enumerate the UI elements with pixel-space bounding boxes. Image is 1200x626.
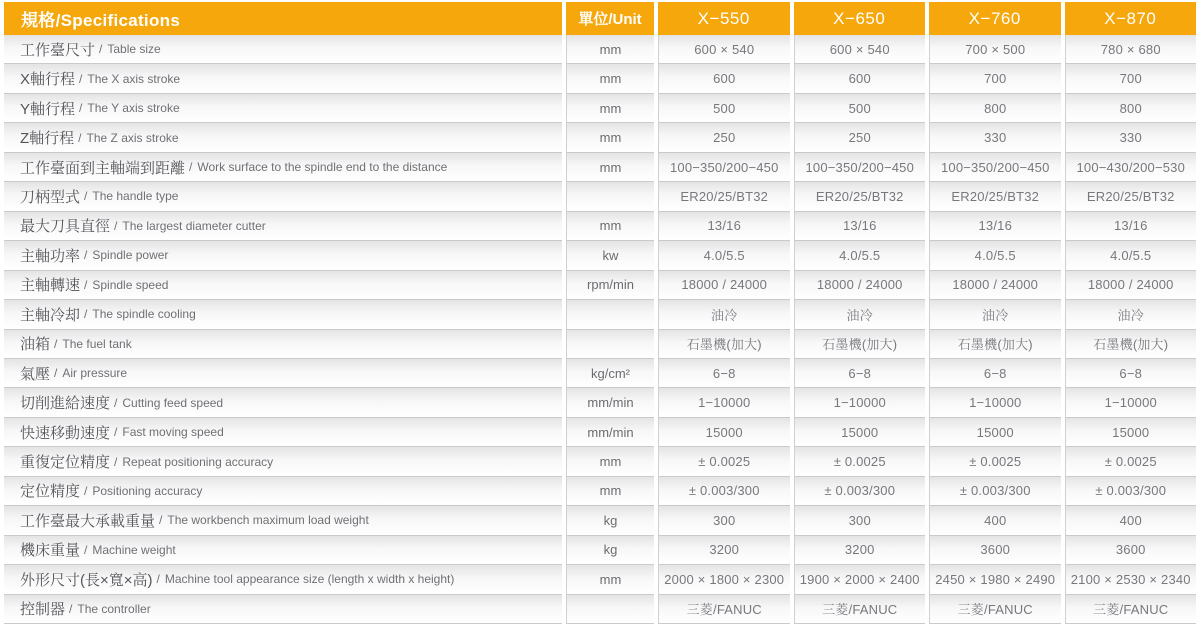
spec-name-zh: 主軸轉速 bbox=[20, 277, 81, 295]
value-cell-x870: 800 bbox=[1065, 94, 1197, 123]
spec-name-en: The largest diameter cutter bbox=[122, 218, 266, 233]
spec-name-cell bbox=[4, 418, 562, 447]
unit-cell bbox=[566, 595, 654, 624]
spec-name-cell bbox=[4, 35, 562, 64]
spec-name-cell bbox=[4, 388, 562, 417]
value-cell-x650: 300 bbox=[794, 506, 926, 535]
spec-name-en: The workbench maximum load weight bbox=[167, 513, 369, 528]
value-cell-x550: 250 bbox=[658, 123, 790, 152]
spec-name-en: Fast moving speed bbox=[122, 425, 224, 440]
spec-name-separator: / bbox=[189, 160, 193, 175]
spec-name-separator: / bbox=[69, 601, 73, 616]
value-cell-x760: ± 0.003/300 bbox=[929, 477, 1061, 506]
value-cell-x870: 13/16 bbox=[1065, 212, 1197, 241]
spec-name-separator: / bbox=[99, 42, 103, 57]
spec-name-zh: Y軸行程 bbox=[20, 100, 76, 118]
spec-name-cell bbox=[4, 94, 562, 123]
spec-name-en: The controller bbox=[77, 601, 151, 616]
value-cell-x650: 1900 × 2000 × 2400 bbox=[794, 565, 926, 594]
value-cell-x650: ± 0.003/300 bbox=[794, 477, 926, 506]
value-cell-x760: 1−10000 bbox=[929, 388, 1061, 417]
spec-name-en: The fuel tank bbox=[62, 336, 132, 351]
value-cell-x760: 3600 bbox=[929, 536, 1061, 565]
unit-cell bbox=[566, 182, 654, 211]
unit-cell: mm bbox=[566, 64, 654, 93]
value-cell-x870: 18000 / 24000 bbox=[1065, 271, 1197, 300]
value-cell-x870: ER20/25/BT32 bbox=[1065, 182, 1197, 211]
value-cell-x870: 2100 × 2530 × 2340 bbox=[1065, 565, 1197, 594]
value-cell-x650: 13/16 bbox=[794, 212, 926, 241]
value-cell-x870: 330 bbox=[1065, 123, 1197, 152]
spec-name-en: Work surface to the spindle end to the distance bbox=[197, 160, 448, 175]
value-cell-x550: 300 bbox=[658, 506, 790, 535]
spec-name-zh: 工作臺最大承載重量 bbox=[20, 512, 156, 530]
value-cell-x870: 三菱/FANUC bbox=[1065, 595, 1197, 624]
spec-name-cell bbox=[4, 182, 562, 211]
value-cell-x650: 100−350/200−450 bbox=[794, 153, 926, 182]
value-cell-x650: 15000 bbox=[794, 418, 926, 447]
spec-name-separator: / bbox=[114, 395, 118, 410]
spec-name-zh: 切削進給速度 bbox=[20, 395, 111, 413]
unit-cell bbox=[566, 330, 654, 359]
value-cell-x550: 三菱/FANUC bbox=[658, 595, 790, 624]
header-model-x550: X−550 bbox=[658, 2, 790, 35]
unit-cell: mm bbox=[566, 123, 654, 152]
value-cell-x650: ER20/25/BT32 bbox=[794, 182, 926, 211]
value-cell-x650: 油冷 bbox=[794, 300, 926, 329]
spec-name-cell bbox=[4, 300, 562, 329]
value-cell-x550: 500 bbox=[658, 94, 790, 123]
value-cell-x760: 700 × 500 bbox=[929, 35, 1061, 64]
spec-name-cell bbox=[4, 123, 562, 152]
value-cell-x650: 3200 bbox=[794, 536, 926, 565]
header-model-x650: X−650 bbox=[794, 2, 926, 35]
unit-cell: rpm/min bbox=[566, 271, 654, 300]
value-cell-x550: 3200 bbox=[658, 536, 790, 565]
value-cell-x550: 4.0/5.5 bbox=[658, 241, 790, 270]
value-cell-x650: 250 bbox=[794, 123, 926, 152]
spec-name-zh: 重復定位精度 bbox=[20, 454, 111, 472]
spec-name-zh: 機床重量 bbox=[20, 542, 81, 560]
unit-cell bbox=[566, 300, 654, 329]
spec-name-cell bbox=[4, 536, 562, 565]
value-cell-x870: 石墨機(加大) bbox=[1065, 330, 1197, 359]
value-cell-x550: 13/16 bbox=[658, 212, 790, 241]
spec-name-cell bbox=[4, 153, 562, 182]
spec-name-zh: 工作臺面到主軸端到距離 bbox=[20, 159, 186, 177]
spec-name-separator: / bbox=[84, 189, 88, 204]
value-cell-x760: ER20/25/BT32 bbox=[929, 182, 1061, 211]
value-cell-x760: 15000 bbox=[929, 418, 1061, 447]
value-cell-x650: 18000 / 24000 bbox=[794, 271, 926, 300]
value-cell-x760: 石墨機(加大) bbox=[929, 330, 1061, 359]
spec-name-separator: / bbox=[114, 425, 118, 440]
spec-name-separator: / bbox=[79, 71, 83, 86]
spec-name-zh: 刀柄型式 bbox=[20, 188, 81, 206]
value-cell-x870: 油冷 bbox=[1065, 300, 1197, 329]
spec-name-zh: 工作臺尺寸 bbox=[20, 41, 96, 59]
spec-name-separator: / bbox=[114, 454, 118, 469]
value-cell-x550: 6−8 bbox=[658, 359, 790, 388]
spec-name-cell bbox=[4, 241, 562, 270]
spec-name-zh: X軸行程 bbox=[20, 71, 76, 89]
spec-name-cell bbox=[4, 271, 562, 300]
spec-name-separator: / bbox=[78, 130, 82, 145]
spec-name-cell bbox=[4, 212, 562, 241]
unit-cell: mm bbox=[566, 94, 654, 123]
value-cell-x760: ± 0.0025 bbox=[929, 447, 1061, 476]
spec-name-cell bbox=[4, 506, 562, 535]
value-cell-x870: 1−10000 bbox=[1065, 388, 1197, 417]
spec-name-en: The Z axis stroke bbox=[86, 130, 179, 145]
value-cell-x650: ± 0.0025 bbox=[794, 447, 926, 476]
spec-name-separator: / bbox=[114, 218, 118, 233]
spec-name-en: Air pressure bbox=[62, 366, 128, 381]
unit-cell: mm bbox=[566, 447, 654, 476]
spec-name-cell bbox=[4, 330, 562, 359]
spec-name-separator: / bbox=[84, 307, 88, 322]
value-cell-x650: 4.0/5.5 bbox=[794, 241, 926, 270]
spec-name-zh: 快速移動速度 bbox=[20, 424, 111, 442]
spec-name-en: Repeat positioning accuracy bbox=[122, 454, 274, 469]
unit-cell: mm bbox=[566, 565, 654, 594]
spec-name-zh: 主軸冷却 bbox=[20, 306, 81, 324]
spec-name-cell bbox=[4, 447, 562, 476]
spec-name-cell bbox=[4, 595, 562, 624]
value-cell-x650: 600 × 540 bbox=[794, 35, 926, 64]
value-cell-x550: ± 0.003/300 bbox=[658, 477, 790, 506]
spec-name-separator: / bbox=[159, 513, 163, 528]
value-cell-x650: 石墨機(加大) bbox=[794, 330, 926, 359]
spec-name-zh: 控制器 bbox=[20, 601, 66, 619]
spec-name-separator: / bbox=[84, 248, 88, 263]
value-cell-x760: 三菱/FANUC bbox=[929, 595, 1061, 624]
spec-name-cell bbox=[4, 565, 562, 594]
spec-name-cell bbox=[4, 64, 562, 93]
spec-name-en: Cutting feed speed bbox=[122, 395, 224, 410]
unit-cell: mm/min bbox=[566, 388, 654, 417]
spec-name-zh: 外形尺寸(長×寬×高) bbox=[20, 571, 153, 589]
value-cell-x650: 1−10000 bbox=[794, 388, 926, 417]
value-cell-x760: 330 bbox=[929, 123, 1061, 152]
value-cell-x760: 800 bbox=[929, 94, 1061, 123]
header-spec-label: 規格/Specifications bbox=[4, 2, 562, 35]
spec-name-en: The Y axis stroke bbox=[87, 101, 180, 116]
value-cell-x760: 100−350/200−450 bbox=[929, 153, 1061, 182]
unit-cell: kg/cm² bbox=[566, 359, 654, 388]
value-cell-x760: 4.0/5.5 bbox=[929, 241, 1061, 270]
value-cell-x760: 6−8 bbox=[929, 359, 1061, 388]
value-cell-x760: 18000 / 24000 bbox=[929, 271, 1061, 300]
header-model-x870: X−870 bbox=[1065, 2, 1197, 35]
value-cell-x550: 石墨機(加大) bbox=[658, 330, 790, 359]
value-cell-x650: 6−8 bbox=[794, 359, 926, 388]
spec-name-en: Spindle speed bbox=[92, 277, 169, 292]
value-cell-x870: 6−8 bbox=[1065, 359, 1197, 388]
spec-name-zh: 最大刀具直徑 bbox=[20, 218, 111, 236]
unit-cell: mm bbox=[566, 477, 654, 506]
value-cell-x650: 500 bbox=[794, 94, 926, 123]
spec-name-separator: / bbox=[79, 101, 83, 116]
value-cell-x870: 3600 bbox=[1065, 536, 1197, 565]
spec-name-cell bbox=[4, 477, 562, 506]
value-cell-x760: 400 bbox=[929, 506, 1061, 535]
value-cell-x550: ER20/25/BT32 bbox=[658, 182, 790, 211]
spec-name-en: Spindle power bbox=[92, 248, 169, 263]
value-cell-x550: 100−350/200−450 bbox=[658, 153, 790, 182]
spec-name-separator: / bbox=[84, 277, 88, 292]
value-cell-x870: 100−430/200−530 bbox=[1065, 153, 1197, 182]
value-cell-x870: 4.0/5.5 bbox=[1065, 241, 1197, 270]
value-cell-x870: ± 0.003/300 bbox=[1065, 477, 1197, 506]
spec-name-en: Positioning accuracy bbox=[92, 483, 203, 498]
value-cell-x870: 400 bbox=[1065, 506, 1197, 535]
value-cell-x550: 油冷 bbox=[658, 300, 790, 329]
value-cell-x550: ± 0.0025 bbox=[658, 447, 790, 476]
spec-name-separator: / bbox=[54, 336, 58, 351]
unit-cell: kg bbox=[566, 536, 654, 565]
value-cell-x760: 700 bbox=[929, 64, 1061, 93]
header-model-x760: X−760 bbox=[929, 2, 1061, 35]
spec-name-separator: / bbox=[84, 483, 88, 498]
unit-cell: mm/min bbox=[566, 418, 654, 447]
unit-cell: mm bbox=[566, 212, 654, 241]
header-unit-label: 單位/Unit bbox=[566, 2, 654, 35]
spec-name-zh: 油箱 bbox=[20, 336, 51, 354]
spec-name-separator: / bbox=[156, 572, 160, 587]
unit-cell: mm bbox=[566, 153, 654, 182]
unit-cell: kg bbox=[566, 506, 654, 535]
specifications-table bbox=[4, 2, 1196, 624]
value-cell-x870: ± 0.0025 bbox=[1065, 447, 1197, 476]
spec-name-cell bbox=[4, 359, 562, 388]
value-cell-x760: 2450 × 1980 × 2490 bbox=[929, 565, 1061, 594]
spec-name-zh: Z軸行程 bbox=[20, 130, 75, 148]
value-cell-x650: 600 bbox=[794, 64, 926, 93]
value-cell-x550: 600 bbox=[658, 64, 790, 93]
value-cell-x760: 油冷 bbox=[929, 300, 1061, 329]
value-cell-x550: 1−10000 bbox=[658, 388, 790, 417]
value-cell-x760: 13/16 bbox=[929, 212, 1061, 241]
spec-name-zh: 氣壓 bbox=[20, 365, 51, 383]
unit-cell: mm bbox=[566, 35, 654, 64]
value-cell-x550: 2000 × 1800 × 2300 bbox=[658, 565, 790, 594]
spec-name-en: The X axis stroke bbox=[87, 71, 181, 86]
value-cell-x550: 600 × 540 bbox=[658, 35, 790, 64]
spec-name-zh: 主軸功率 bbox=[20, 247, 81, 265]
value-cell-x870: 780 × 680 bbox=[1065, 35, 1197, 64]
spec-name-zh: 定位精度 bbox=[20, 483, 81, 501]
spec-name-separator: / bbox=[54, 366, 58, 381]
spec-name-en: Machine weight bbox=[92, 542, 176, 557]
unit-cell: kw bbox=[566, 241, 654, 270]
spec-name-separator: / bbox=[84, 542, 88, 557]
spec-name-en: Machine tool appearance size (length x width x height) bbox=[164, 572, 455, 587]
value-cell-x870: 15000 bbox=[1065, 418, 1197, 447]
value-cell-x870: 700 bbox=[1065, 64, 1197, 93]
value-cell-x550: 15000 bbox=[658, 418, 790, 447]
value-cell-x650: 三菱/FANUC bbox=[794, 595, 926, 624]
value-cell-x550: 18000 / 24000 bbox=[658, 271, 790, 300]
spec-name-en: The handle type bbox=[92, 189, 179, 204]
spec-name-en: The spindle cooling bbox=[92, 307, 196, 322]
spec-name-en: Table size bbox=[107, 42, 161, 57]
